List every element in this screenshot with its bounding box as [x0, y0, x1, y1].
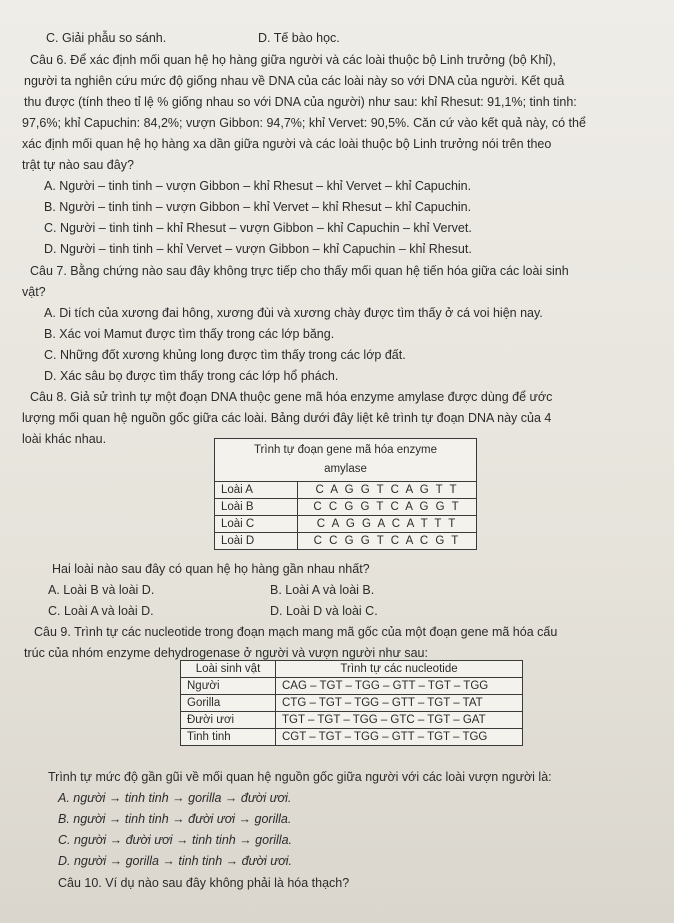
- table-row: [215, 499, 477, 516]
- q9-question: Trình tự mức độ gần gũi về mối quan hệ nguồn gốc giữa người với các loài vượn người là:: [48, 770, 552, 784]
- species-cell: Loài C: [215, 516, 298, 533]
- q8-stem-line1: Câu 8. Giả sử trình tự một đoạn DNA thuộc gene mã hóa enzyme amylase được dùng để ước: [30, 390, 553, 404]
- q8-table-header: [215, 439, 477, 482]
- q9-option-d: D. người → gorilla → tinh tinh → đười ươi.: [58, 854, 293, 868]
- q7-option-c: C. Những đốt xương khủng long được tìm thấy trong các lớp đất.: [44, 348, 406, 362]
- q9-column-species: Loài sinh vật: [181, 661, 276, 678]
- q7-option-a: A. Di tích của xương đai hông, xương đùi và xương chày được tìm thấy ở cá voi hiện nay.: [44, 306, 543, 320]
- table-row: [181, 712, 523, 729]
- q6-option-a: A. Người – tinh tinh – vượn Gibbon – khỉ Rhesut – khỉ Vervet – khỉ Capuchin.: [44, 179, 472, 193]
- q7-stem-line1: Câu 7. Bằng chứng nào sau đây không trực tiếp cho thấy mối quan hệ tiến hóa giữa các loài sinh: [30, 264, 569, 278]
- q8-table-header-line2: amylase: [324, 463, 367, 475]
- sequence-cell: CAG – TGT – TGG – GTT – TGT – TGG: [276, 678, 523, 695]
- q6-stem-line6: trật tự nào sau đây?: [22, 158, 134, 172]
- q7-option-d: D. Xác sâu bọ được tìm thấy trong các lớp hổ phách.: [44, 369, 339, 383]
- species-cell: Người: [181, 678, 276, 695]
- table-row: [181, 678, 523, 695]
- q6-stem-line3: thu được (tính theo tỉ lệ % giống nhau so với DNA của người) như sau: khỉ Rhesut: 91,1%; tinh tinh:: [24, 95, 577, 109]
- table-header-row: [215, 439, 477, 482]
- q7-stem-line2: vật?: [22, 285, 46, 299]
- table-row: [215, 533, 477, 550]
- species-cell: Gorilla: [181, 695, 276, 712]
- q6-option-b: B. Người – tinh tinh – vượn Gibbon – khỉ Vervet – khỉ Rhesut – khỉ Capuchin.: [44, 200, 472, 214]
- q9-stem-line2: trúc của nhóm enzyme dehydrogenase ở người và vượn người như sau:: [24, 646, 428, 660]
- q8-option-b: B. Loài A và loài B.: [270, 583, 375, 597]
- sequence-cell: C A G G T C A G T T: [298, 482, 477, 499]
- q8-option-c: C. Loài A và loài D.: [48, 604, 154, 618]
- species-cell: Loài A: [215, 482, 298, 499]
- sequence-cell: C A G G A C A T T T: [298, 516, 477, 533]
- species-cell: Loài B: [215, 499, 298, 516]
- q5-option-c: C. Giải phẫu so sánh.: [46, 31, 167, 45]
- q10-stem-line1: Câu 10. Ví dụ nào sau đây không phải là hóa thạch?: [58, 876, 350, 890]
- sequence-cell: C C G G T C A C G T: [298, 533, 477, 550]
- sequence-cell: CTG – TGT – TGG – GTT – TGT – TAT: [276, 695, 523, 712]
- q6-stem-line5: xác định mối quan hệ họ hàng xa dần giữa người và các loài thuộc bộ Linh trưởng nói trên theo: [22, 137, 552, 151]
- sequence-cell: C C G G T C A G G T: [298, 499, 477, 516]
- species-cell: Loài D: [215, 533, 298, 550]
- q8-option-d: D. Loài D và loài C.: [270, 604, 378, 618]
- table-row: [181, 695, 523, 712]
- q9-option-b: B. người → tinh tinh → đười ươi → gorilla.: [58, 812, 292, 826]
- q9-sequence-table: [180, 660, 523, 746]
- q7-option-b: B. Xác voi Mamut được tìm thấy trong các lớp băng.: [44, 327, 335, 341]
- q9-option-c: C. người → đười ươi → tinh tinh → gorilla.: [58, 833, 293, 847]
- q8-option-a: A. Loài B và loài D.: [48, 583, 155, 597]
- q8-sequence-table: [214, 438, 477, 550]
- q5-option-d: D. Tế bào học.: [258, 31, 340, 45]
- q9-option-a: A. người → tinh tinh → gorilla → đười ươi.: [58, 791, 292, 805]
- q8-stem-line3: loài khác nhau.: [22, 432, 107, 446]
- q8-stem-line2: lượng mối quan hệ nguồn gốc giữa các loài. Bảng dưới đây liệt kê trình tự đoạn DNA này của 4: [22, 411, 552, 425]
- table-row: [215, 482, 477, 499]
- q6-stem-line2: người ta nghiên cứu mức độ giống nhau về DNA của các loài này so với DNA của người. Kết quả: [24, 74, 565, 88]
- q9-column-sequence: Trình tự các nucleotide: [276, 661, 523, 678]
- q9-stem-line1: Câu 9. Trình tự các nucleotide trong đoạn mạch mang mã gốc của một đoạn gene mã hóa cấu: [34, 625, 558, 639]
- q8-question: Hai loài nào sau đây có quan hệ họ hàng gần nhau nhất?: [52, 562, 370, 576]
- sequence-cell: TGT – TGT – TGG – GTC – TGT – GAT: [276, 712, 523, 729]
- q8-table-header-line1: Trình tự đoạn gene mã hóa enzyme: [253, 444, 438, 456]
- table-row: [215, 516, 477, 533]
- species-cell: Tinh tinh: [181, 729, 276, 746]
- q6-stem-line4: 97,6%; khỉ Capuchin: 84,2%; vượn Gibbon: 94,7%; khỉ Vervet: 90,5%. Căn cứ vào kết quả này, có thể: [22, 116, 586, 130]
- q6-option-c: C. Người – tinh tinh – khỉ Rhesut – vượn Gibbon – khỉ Capuchin – khỉ Vervet.: [44, 221, 472, 235]
- table-header-row: [181, 661, 523, 678]
- q6-option-d: D. Người – tinh tinh – khỉ Vervet – vượn Gibbon – khỉ Capuchin – khỉ Rhesut.: [44, 242, 472, 256]
- table-row: [181, 729, 523, 746]
- q6-stem-line1: Câu 6. Để xác định mối quan hệ họ hàng giữa người và các loài thuộc bộ Linh trưởng (bộ Khỉ),: [30, 53, 556, 67]
- sequence-cell: CGT – TGT – TGG – GTT – TGT – TGG: [276, 729, 523, 746]
- species-cell: Đười ươi: [181, 712, 276, 729]
